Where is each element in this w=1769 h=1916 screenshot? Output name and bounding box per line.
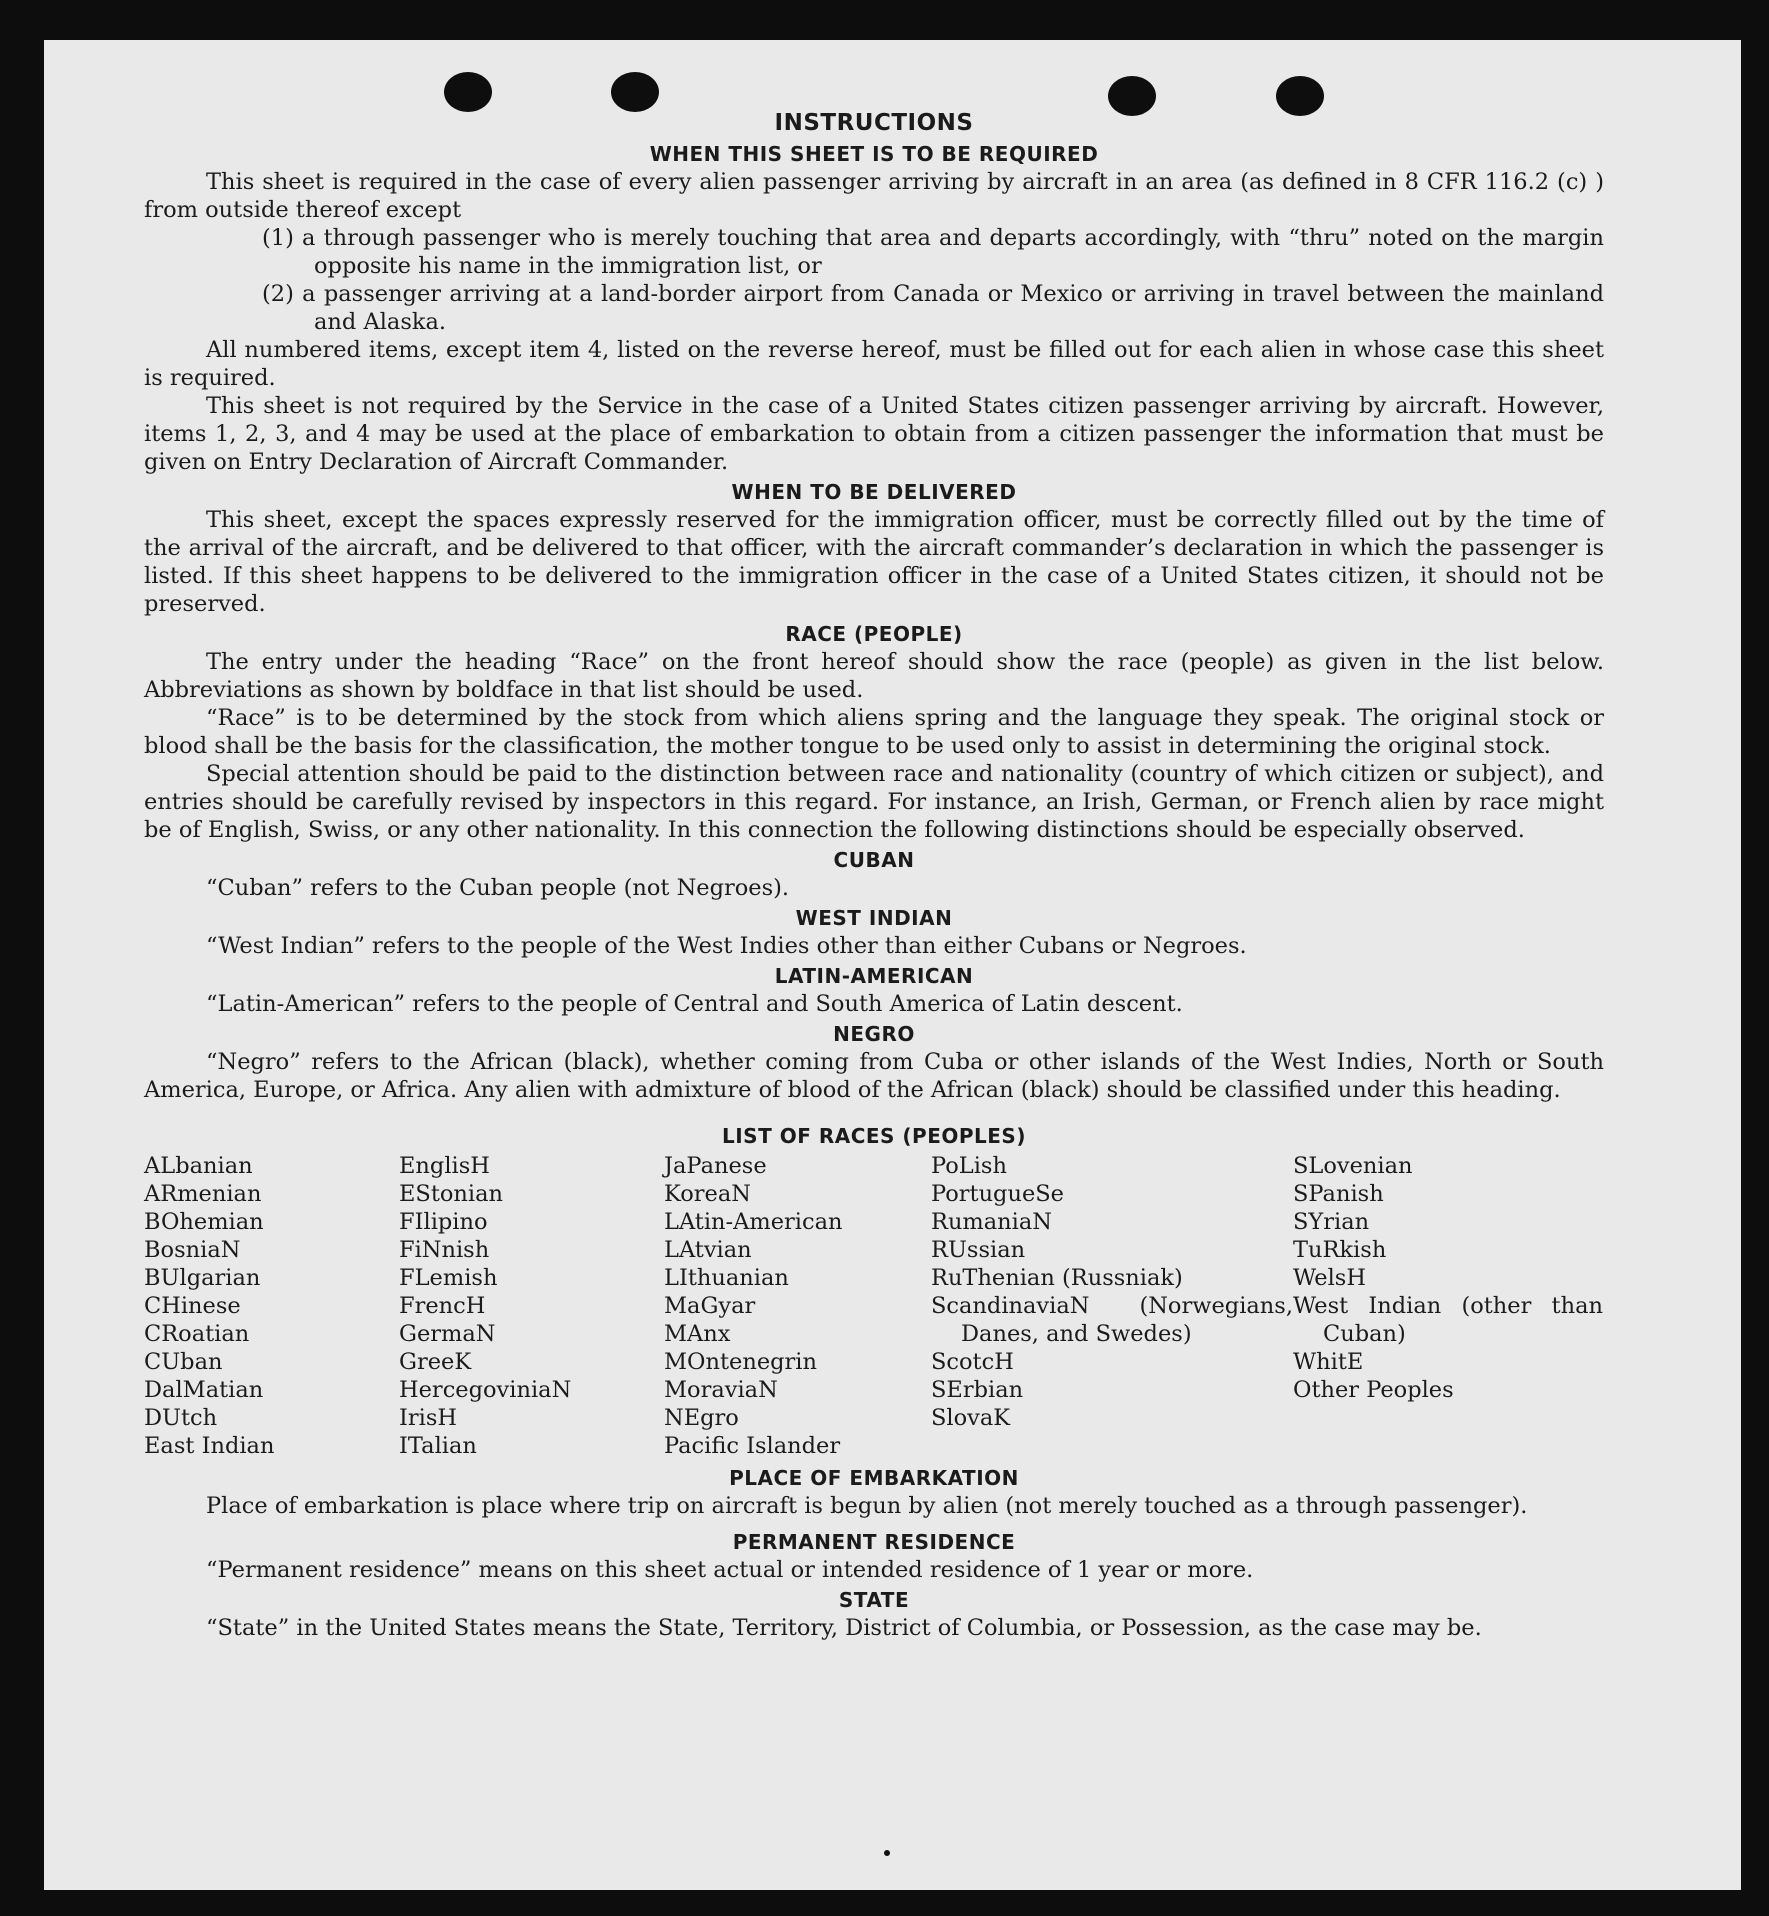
race-entry: WhitE [1293,1349,1364,1375]
races-column [664,1152,931,1460]
paragraph: “Cuban” refers to the Cuban people (not Negroes). [206,875,790,901]
race-entry: MOntenegrin [664,1349,817,1375]
instructions-content [144,110,1604,1642]
paragraph: This sheet, except the spaces expressly reserved for the immigration officer, must be correctly filled out by the time of the arrival of the aircraft, and be delivered to that officer, with the aircraft commander’s declaration in which the passenger is listed. If this sheet happens to be delivered to the immigration officer in the case of a United States citizen, it should not be preserved. [144,507,1604,617]
race-entry: MAnx [664,1321,731,1347]
race-entry: BosniaN [144,1237,241,1263]
section-heading: LATIN-AMERICAN [774,964,974,988]
race-entry: RumaniaN [931,1209,1052,1235]
race-entry: PoLish [931,1153,1007,1179]
paragraph: Place of embarkation is place where trip on aircraft is begun by alien (not merely touched as a through passenger). [206,1493,1528,1519]
race-entry: West Indian (other than Cuban) [1293,1293,1603,1347]
race-entry: DUtch [144,1405,218,1431]
race-entry: EnglisH [399,1153,490,1179]
page-title: INSTRUCTIONS [774,110,974,136]
race-entry: BOhemian [144,1209,264,1235]
paragraph: All numbered items, except item 4, listed on the reverse hereof, must be filled out for each alien in whose case this sheet is required. [144,337,1604,391]
race-entry: MaGyar [664,1293,756,1319]
race-entry: ALbanian [144,1153,253,1179]
race-entry: ITalian [399,1433,477,1459]
paragraph: “Race” is to be determined by the stock from which aliens spring and the language they speak. The original stock or blood shall be the basis for the classification, the mother tongue to be used only to assist in determining the original stock. [144,705,1604,759]
race-entry: IrisH [399,1405,458,1431]
paragraph: The entry under the heading “Race” on the front hereof should show the race (people) as given in the list below. Abbreviations as shown by boldface in that list should be used. [144,649,1604,703]
race-entry: FiNnish [399,1237,490,1263]
race-entry: ARmenian [144,1181,262,1207]
race-entry: LIthuanian [664,1265,789,1291]
section-heading: RACE (PEOPLE) [785,622,963,646]
race-entry: East Indian [144,1433,275,1459]
paragraph: Special attention should be paid to the distinction between race and nationality (country of which citizen or subject), and entries should be carefully revised by inspectors in this regard. For instance, an Irish, German, or French alien by race might be of English, Swiss, or any other nationality. In this connection the following distinctions should be especially observed. [144,761,1604,843]
paragraph: This sheet is required in the case of every alien passenger arriving by aircraft in an area (as defined in 8 CFR 116.2 (c) ) from outside thereof except [144,169,1604,223]
section-heading: CUBAN [833,848,915,872]
race-entry: BUlgarian [144,1265,261,1291]
race-entry: NEgro [664,1405,739,1431]
section-heading: WEST INDIAN [795,906,953,930]
race-entry: Pacific Islander [664,1433,841,1459]
paragraph: “Permanent residence” means on this sheet actual or intended residence of 1 year or more. [206,1557,1254,1583]
section-heading: PERMANENT RESIDENCE [732,1530,1016,1554]
paragraph: “Latin-American” refers to the people of Central and South America of Latin descent. [206,991,1183,1017]
race-entry: GermaN [399,1321,496,1347]
race-entry: WelsH [1293,1265,1366,1291]
race-entry: SErbian [931,1377,1024,1403]
ink-speck [884,1850,890,1856]
race-entry: FrencH [399,1293,486,1319]
section-heading: LIST OF RACES (PEOPLES) [722,1124,1026,1148]
section-heading: NEGRO [833,1022,915,1046]
document-sheet [44,40,1741,1890]
races-column [399,1152,664,1460]
list-item: (1) a through passenger who is merely touching that area and departs accordingly, with “thru” noted on the margin opposite his name in the immigration list, or [262,225,1604,279]
race-entry: PortugueSe [931,1181,1065,1207]
race-entry: SPanish [1293,1181,1384,1207]
list-item: (2) a passenger arriving at a land-border airport from Canada or Mexico or arriving in travel between the mainland and Alaska. [262,281,1604,335]
race-entry: RuThenian (Russniak) [931,1265,1183,1291]
paragraph: “State” in the United States means the State, Territory, District of Columbia, or Possession, as the case may be. [206,1615,1482,1641]
races-list [144,1152,1604,1460]
race-entry: JaPanese [664,1153,767,1179]
race-entry: SYrian [1293,1209,1370,1235]
race-entry: RUssian [931,1237,1026,1263]
paragraph: “Negro” refers to the African (black), whether coming from Cuba or other islands of the West Indies, North or South America, Europe, or Africa. Any alien with admixture of blood of the African (black) should be classified under this heading. [144,1049,1604,1103]
punch-hole [611,72,659,112]
race-entry: DalMatian [144,1377,264,1403]
section-heading: WHEN THIS SHEET IS TO BE REQUIRED [649,142,1099,166]
section-heading: WHEN TO BE DELIVERED [731,480,1017,504]
race-entry: EStonian [399,1181,504,1207]
section-heading: STATE [838,1588,910,1612]
punch-hole [444,72,492,112]
races-column [931,1152,1293,1460]
race-entry: Other Peoples [1293,1377,1454,1403]
race-entry: GreeK [399,1349,472,1375]
race-entry: CHinese [144,1293,241,1319]
race-entry: KoreaN [664,1181,751,1207]
race-entry: HercegoviniaN [399,1377,572,1403]
race-entry: FIlipino [399,1209,488,1235]
paragraph: “West Indian” refers to the people of the West Indies other than either Cubans or Negroes. [206,933,1247,959]
race-entry: TuRkish [1293,1237,1387,1263]
race-entry: MoraviaN [664,1377,778,1403]
race-entry: LAtin-American [664,1209,843,1235]
race-entry: FLemish [399,1265,498,1291]
races-column [1293,1152,1603,1460]
races-column [144,1152,399,1460]
section-heading: PLACE OF EMBARKATION [729,1466,1019,1490]
paragraph: This sheet is not required by the Service in the case of a United States citizen passenger arriving by aircraft. However, items 1, 2, 3, and 4 may be used at the place of embarkation to obtain from a citizen passenger the information that must be given on Entry Declaration of Aircraft Commander. [144,393,1604,475]
race-entry: ScotcH [931,1349,1014,1375]
race-entry: CRoatian [144,1321,250,1347]
race-entry: ScandinaviaN (Norwegians, Danes, and Swedes) [931,1293,1293,1347]
race-entry: SLovenian [1293,1153,1413,1179]
race-entry: CUban [144,1349,223,1375]
race-entry: SlovaK [931,1405,1011,1431]
race-entry: LAtvian [664,1237,752,1263]
